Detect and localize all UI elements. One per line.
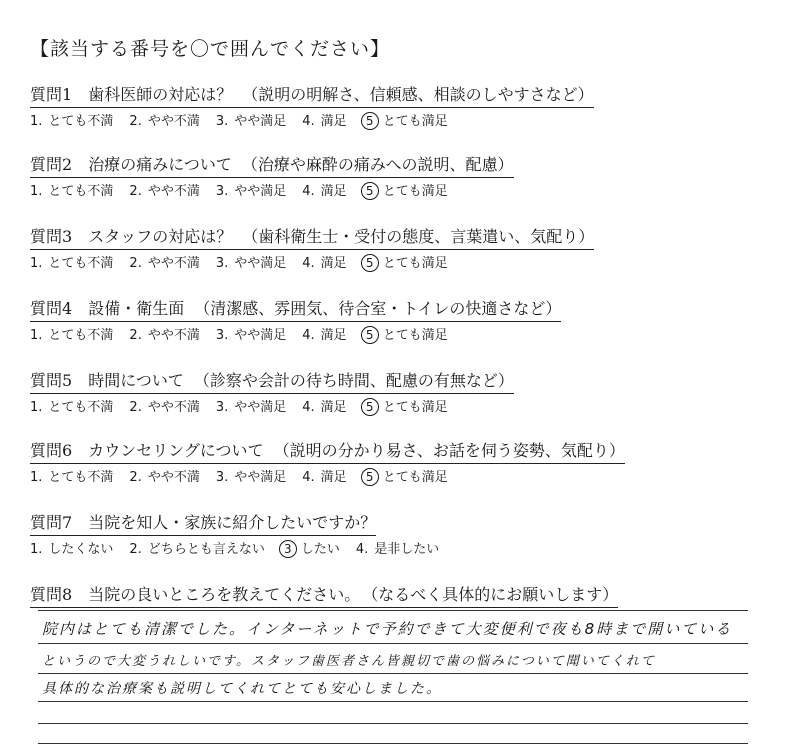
question-4 xyxy=(30,298,770,345)
page-title: 【該当する番号を〇で囲んでください】 xyxy=(30,38,391,60)
option[interactable] xyxy=(129,183,199,201)
option-label: とても満足 xyxy=(382,470,448,485)
answer-rule xyxy=(38,701,748,702)
option-number: 4. xyxy=(302,400,315,415)
option[interactable] xyxy=(302,327,346,345)
answer-options xyxy=(30,254,770,273)
option-number: 1. xyxy=(30,542,43,557)
option-number: 3. xyxy=(215,184,229,199)
option-number: 5 xyxy=(361,398,379,416)
option-label: 是非したい xyxy=(374,542,440,557)
option-number: 4. xyxy=(302,184,315,199)
option[interactable] xyxy=(129,327,199,345)
option-label: とても不満 xyxy=(48,114,114,129)
option[interactable] xyxy=(302,255,346,273)
option-label: とても満足 xyxy=(382,184,448,199)
question-label: 質問6 xyxy=(30,441,73,460)
question-5 xyxy=(30,370,770,417)
question-line xyxy=(30,370,514,394)
option[interactable] xyxy=(302,399,346,417)
option-number: 1. xyxy=(30,470,43,485)
question-text: 歯科医師の対応は？ xyxy=(88,85,233,104)
question-line xyxy=(30,226,594,250)
option-label: やや満足 xyxy=(234,184,287,199)
option-number: 3. xyxy=(215,400,229,415)
option-number: 3. xyxy=(215,470,229,485)
question-label: 質問4 xyxy=(30,299,73,318)
question-text: スタッフの対応は？ xyxy=(88,227,233,246)
option-label: やや不満 xyxy=(147,184,200,199)
selected-option[interactable] xyxy=(363,254,448,273)
answer-options xyxy=(30,540,770,559)
option[interactable] xyxy=(30,541,113,559)
option[interactable] xyxy=(30,469,113,487)
answer-options xyxy=(30,398,770,417)
handwritten-answer-area[interactable] xyxy=(38,610,748,744)
answer-line-3: 具体的な治療案も説明してくれてとても安心しました。 xyxy=(42,681,442,697)
question-line xyxy=(30,512,376,536)
question-label: 質問1 xyxy=(30,85,73,104)
option-label: やや不満 xyxy=(147,256,200,271)
question-label: 質問3 xyxy=(30,227,73,246)
option-number: 3. xyxy=(215,256,229,271)
option-number: 1. xyxy=(30,328,43,343)
option-label: とても不満 xyxy=(48,328,114,343)
selected-option[interactable] xyxy=(281,540,340,559)
answer-line-1: 院内はとても清潔でした。インターネットで予約できて大変便利で夜も8時まで開いている xyxy=(42,620,733,638)
question-3 xyxy=(30,226,770,273)
option-number: 3. xyxy=(215,328,229,343)
question-8-text: 当院の良いところを教えてください。 xyxy=(88,585,361,604)
option[interactable] xyxy=(129,399,199,417)
question-2 xyxy=(30,154,770,201)
option-label: 満足 xyxy=(320,328,347,343)
option[interactable] xyxy=(302,113,346,131)
option[interactable] xyxy=(129,255,199,273)
option-label: とても満足 xyxy=(382,114,448,129)
selected-option[interactable] xyxy=(363,112,448,131)
option-label: とても満足 xyxy=(382,328,448,343)
question-line xyxy=(30,298,561,322)
option[interactable] xyxy=(216,327,286,345)
option-label: やや満足 xyxy=(234,400,287,415)
option-label: 満足 xyxy=(320,470,347,485)
question-paren: （歯科衛生士・受付の態度、言葉遣い、気配り） xyxy=(242,227,595,246)
selected-option[interactable] xyxy=(363,468,448,487)
question-1 xyxy=(30,84,770,131)
question-label: 質問2 xyxy=(30,155,73,174)
option-number: 4. xyxy=(302,114,315,129)
question-text: カウンセリングについて xyxy=(88,441,264,460)
answer-options xyxy=(30,326,770,345)
option-number: 1. xyxy=(30,114,43,129)
option-number: 3. xyxy=(215,114,229,129)
question-paren: （説明の分かり易さ、お話を伺う姿勢、気配り） xyxy=(273,441,625,460)
question-8-paren: （なるべく具体的にお願いします） xyxy=(370,585,619,604)
option-number: 2. xyxy=(129,114,142,129)
option-number: 4. xyxy=(302,256,315,271)
option-number: 3 xyxy=(279,540,297,558)
answer-rule xyxy=(38,743,748,744)
option[interactable] xyxy=(216,255,286,273)
option-label: やや満足 xyxy=(234,256,287,271)
question-8 xyxy=(30,584,770,608)
option-label: 満足 xyxy=(320,400,347,415)
selected-option[interactable] xyxy=(363,326,448,345)
option-number: 5 xyxy=(361,254,379,272)
option[interactable] xyxy=(30,183,113,201)
option-number: 2. xyxy=(129,400,142,415)
question-paren: （診察や会計の待ち時間、配慮の有無など） xyxy=(193,371,514,390)
selected-option[interactable] xyxy=(363,182,448,201)
option[interactable] xyxy=(129,469,199,487)
answer-options xyxy=(30,182,770,201)
option-label: とても不満 xyxy=(48,470,114,485)
question-text: 治療の痛みについて xyxy=(88,155,232,174)
option-label: したい xyxy=(300,542,340,557)
option-label: したくない xyxy=(48,542,114,557)
option-number: 4. xyxy=(302,328,315,343)
option-number: 1. xyxy=(30,400,43,415)
option[interactable] xyxy=(129,113,199,131)
option-label: やや満足 xyxy=(234,114,287,129)
question-6 xyxy=(30,440,770,487)
answer-rule xyxy=(38,673,748,674)
option-number: 2. xyxy=(129,256,142,271)
option[interactable] xyxy=(356,541,439,559)
option-label: 満足 xyxy=(320,114,347,129)
option-label: とても満足 xyxy=(382,256,448,271)
option-number: 2. xyxy=(129,184,142,199)
option-label: やや不満 xyxy=(147,400,200,415)
option-number: 5 xyxy=(361,468,379,486)
option[interactable] xyxy=(129,541,264,559)
option[interactable] xyxy=(30,113,113,131)
option-label: とても不満 xyxy=(48,256,114,271)
question-8-label: 質問8 xyxy=(30,585,73,604)
question-7 xyxy=(30,512,770,559)
answer-line-2: というので大変うれしいです。スタッフ歯医者さん皆親切で歯の悩みについて聞いてくれて xyxy=(42,654,656,669)
selected-option[interactable] xyxy=(363,398,448,417)
option-label: とても不満 xyxy=(48,400,114,415)
option-number: 4. xyxy=(355,542,369,557)
option[interactable] xyxy=(216,183,286,201)
option-label: どちらとも言えない xyxy=(147,542,265,557)
question-label: 質問5 xyxy=(30,371,73,390)
option-label: やや不満 xyxy=(147,114,200,129)
question-text: 時間について xyxy=(88,371,184,390)
option-number: 1. xyxy=(30,256,43,271)
option-label: やや満足 xyxy=(234,328,287,343)
option[interactable] xyxy=(216,113,286,131)
option-label: とても満足 xyxy=(382,400,448,415)
option[interactable] xyxy=(216,399,286,417)
question-paren: （治療や麻酔の痛みへの説明、配慮） xyxy=(241,155,514,174)
option-number: 2. xyxy=(129,542,142,557)
answer-rule xyxy=(38,643,748,644)
answer-options xyxy=(30,468,770,487)
option[interactable] xyxy=(30,327,113,345)
option[interactable] xyxy=(30,399,113,417)
question-text: 当院を知人・家族に紹介したいですか？ xyxy=(88,513,377,532)
option[interactable] xyxy=(30,255,113,273)
option-label: やや満足 xyxy=(234,470,287,485)
option[interactable] xyxy=(302,469,346,487)
option-number: 2. xyxy=(129,470,142,485)
question-paren: （説明の明解さ、信頼感、相談のしやすさなど） xyxy=(242,85,594,104)
option-number: 4. xyxy=(302,470,315,485)
option-number: 5 xyxy=(361,112,379,130)
option-number: 1. xyxy=(30,184,43,199)
option[interactable] xyxy=(302,183,346,201)
option-number: 5 xyxy=(361,182,379,200)
question-8-line xyxy=(30,584,618,608)
answer-options xyxy=(30,112,770,131)
option[interactable] xyxy=(216,469,286,487)
answer-rule xyxy=(38,610,748,611)
option-number: 5 xyxy=(361,326,379,344)
answer-rule xyxy=(38,723,748,724)
option-label: とても不満 xyxy=(48,184,114,199)
option-label: やや不満 xyxy=(147,470,200,485)
option-label: やや不満 xyxy=(147,328,200,343)
question-line xyxy=(30,440,625,464)
option-label: 満足 xyxy=(320,184,347,199)
option-label: 満足 xyxy=(320,256,347,271)
question-label: 質問7 xyxy=(30,513,73,532)
question-paren: （清潔感、雰囲気、待合室・トイレの快適さなど） xyxy=(194,299,562,318)
question-line xyxy=(30,84,594,108)
option-number: 2. xyxy=(129,328,142,343)
question-text: 設備・衛生面 xyxy=(88,299,185,318)
question-line xyxy=(30,154,514,178)
